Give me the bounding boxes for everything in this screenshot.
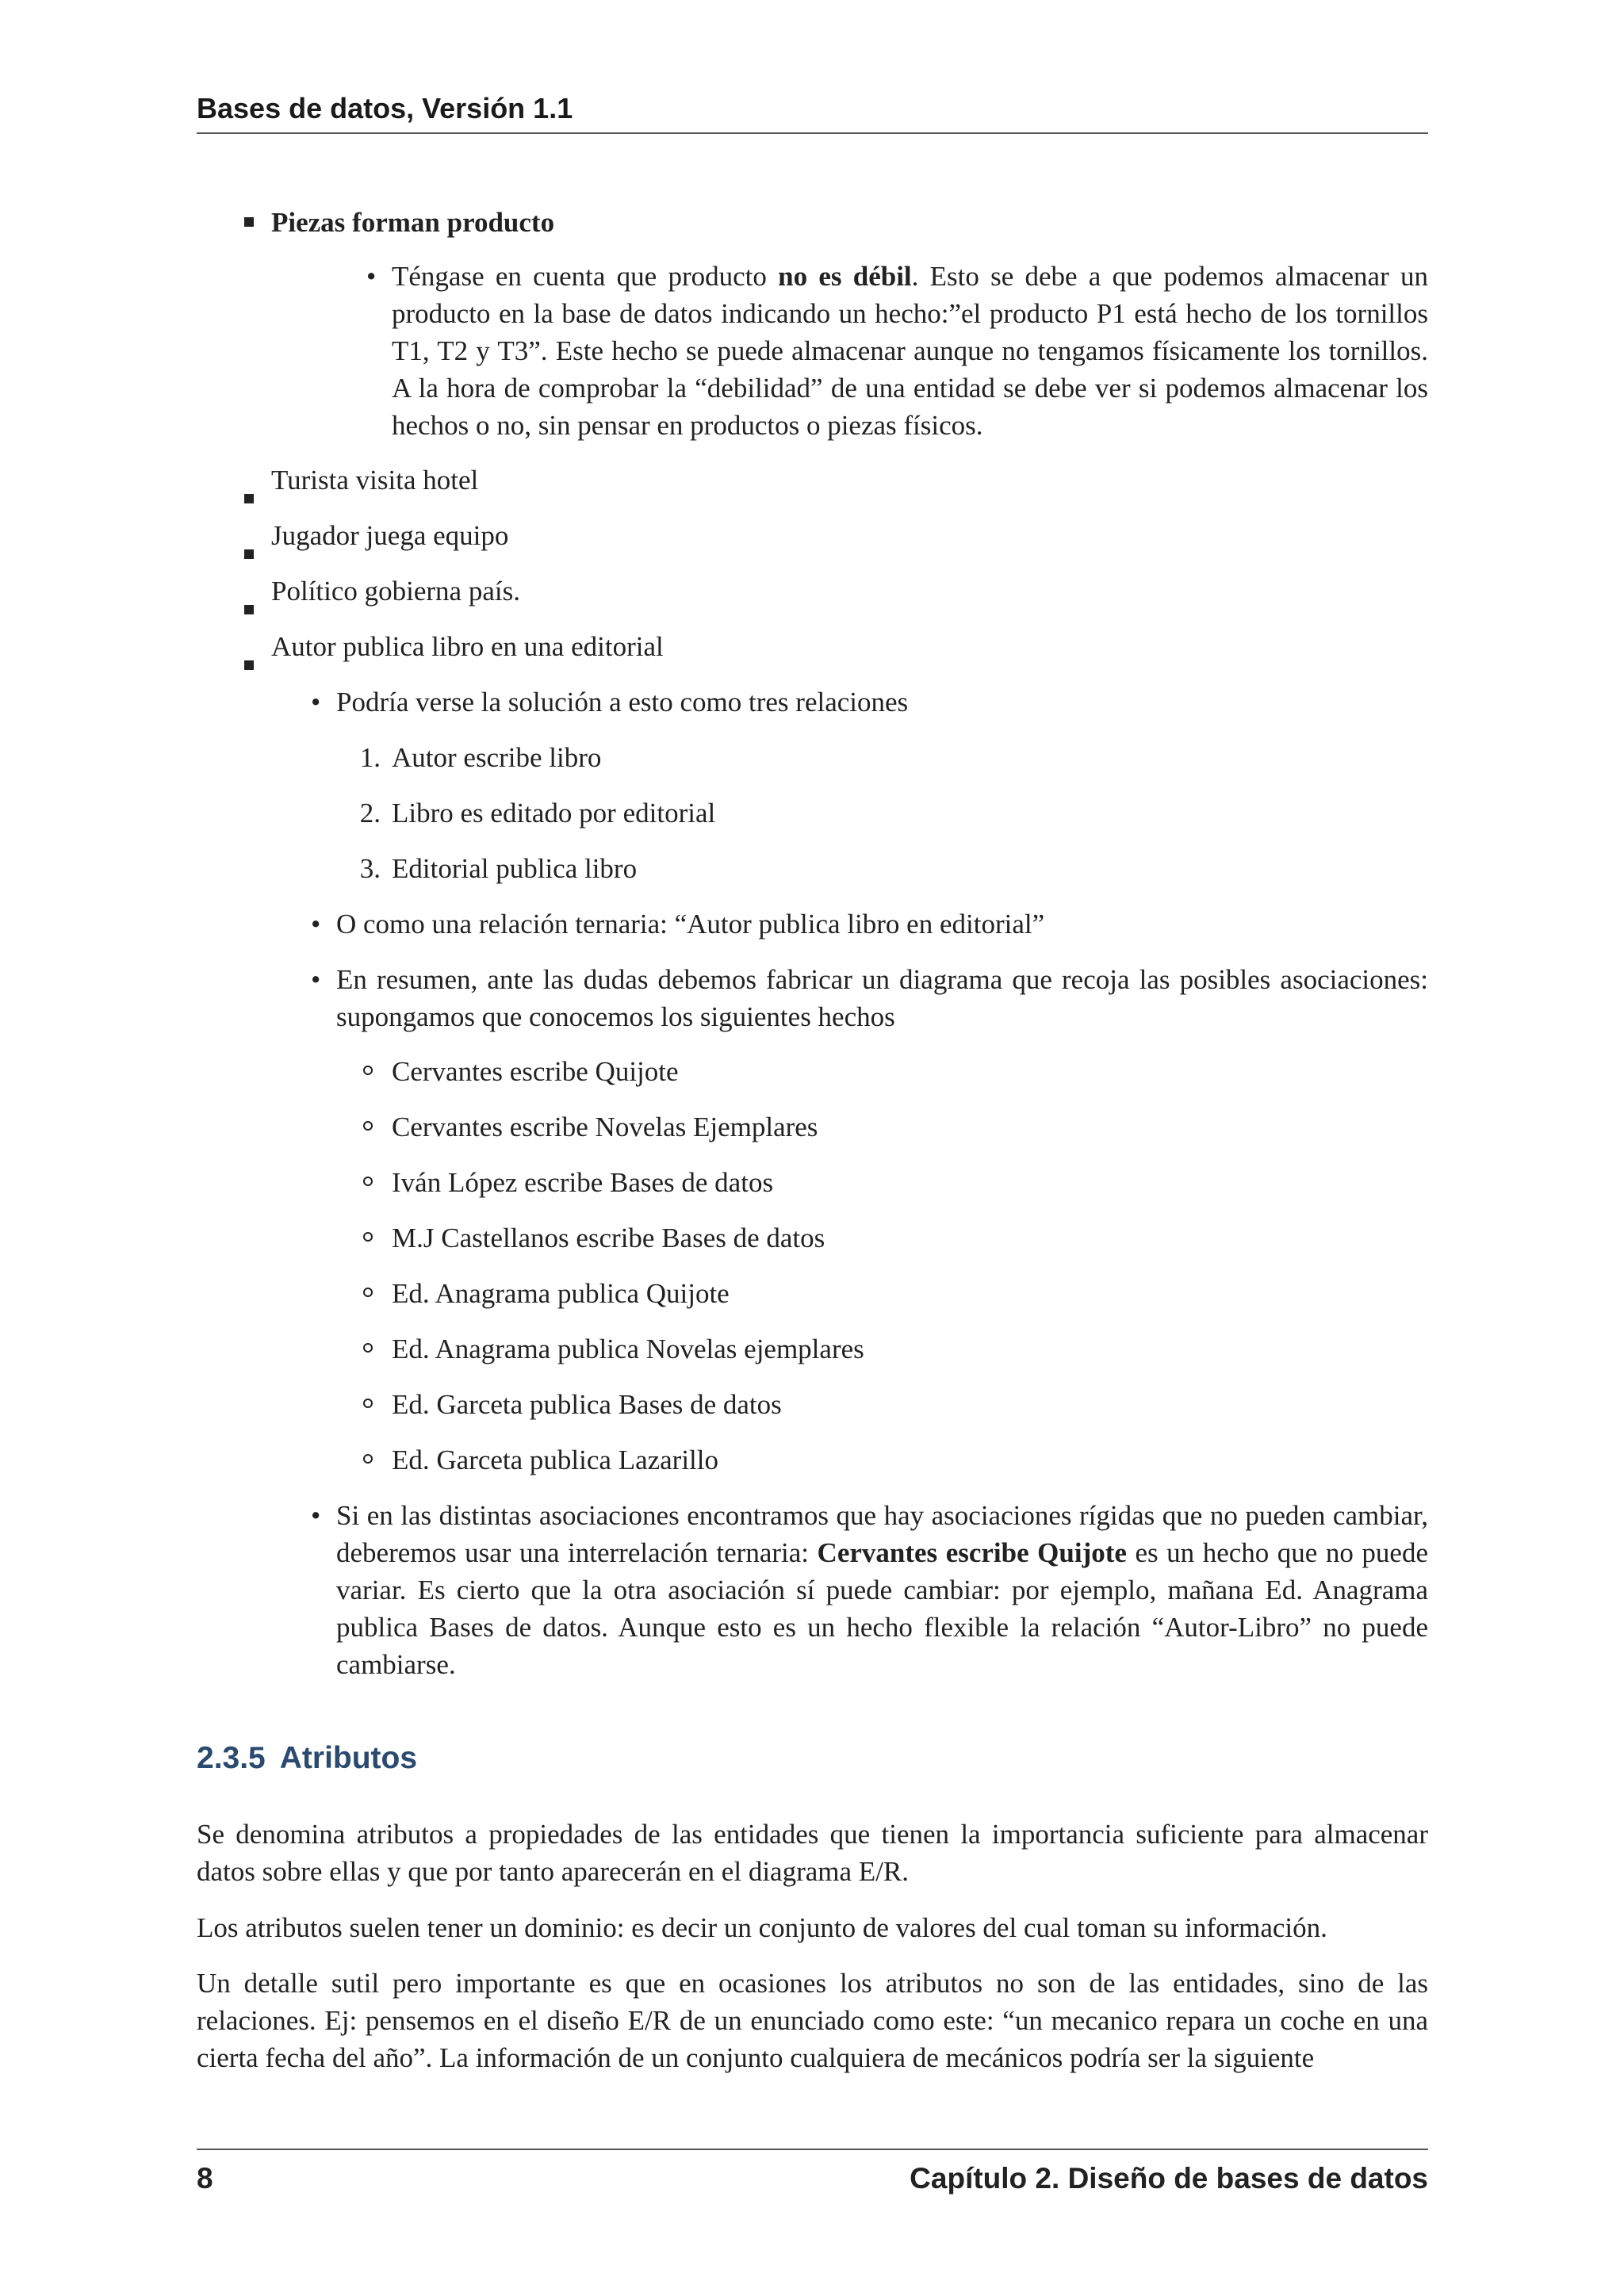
note-text-rest: . Esto se debe a que podemos almacenar un producto en la base de datos indicando un hecho:”el producto P1 está hecho de los tornillos T1, T2 y T3”. Este hecho se puede almacenar aunque no tengamos físicamente los tornillos. A la hora de comprobar la “debilidad” de una entidad se debe ver si podemos almacenar los hechos o no, sin pensar en productos o piezas físicos.: [392, 261, 1428, 441]
sub-item-resumen: En resumen, ante las dudas debemos fabricar un diagrama que recoja las posibles asociaciones: supongamos que conocemos los siguientes hechos: [336, 964, 1428, 1032]
header-rule: [197, 132, 1428, 134]
square-bullet-icon: [244, 660, 254, 670]
circle-bullet-icon: [363, 1066, 373, 1075]
rigidas-text-rest: es un hecho que no puede variar. Es cierto que la otra asociación sí puede cambiar: por ejemplo, mañana Ed. Anagrama publica Bases de datos. Aunque esto es un hecho flexible la relación “Autor-Libro” no puede cambiarse.: [336, 1537, 1428, 1680]
numbered-item: Editorial publica libro: [392, 853, 638, 884]
list-item-autor: Autor publica libro en una editorial: [271, 631, 664, 662]
circle-bullet-icon: [363, 1288, 373, 1297]
sub-item-rigidas: [336, 1497, 1428, 1683]
note-text: Téngase en cuenta que producto: [392, 261, 779, 292]
fact-item: Ed. Anagrama publica Novelas ejemplares: [392, 1334, 864, 1364]
dot-bullet-icon: •: [311, 909, 321, 939]
fact-item: Cervantes escribe Novelas Ejemplares: [392, 1112, 818, 1142]
square-bullet-icon: [244, 494, 254, 503]
sub-item-ternaria: O como una relación ternaria: “Autor publica libro en editorial”: [336, 909, 1045, 939]
circle-bullet-icon: [363, 1232, 373, 1242]
paragraph: Un detalle sutil pero importante es que en ocasiones los atributos no son de las entidades, sino de las relaciones. Ej: pensemos en el diseño E/R de un enunciado como este: “un mecanico repara un coche en una cierta fecha del año”. La información de un conjunto cualquiera de mecánicos podría ser la siguiente: [197, 1968, 1428, 2073]
fact-item: Cervantes escribe Quijote: [392, 1056, 679, 1087]
footer-rule: [197, 2149, 1428, 2150]
chapter-title: Capítulo 2. Diseño de bases de datos: [910, 2162, 1428, 2195]
circle-bullet-icon: [363, 1177, 373, 1186]
running-header: Bases de datos, Versión 1.1: [197, 92, 573, 124]
paragraph: Los atributos suelen tener un dominio: es decir un conjunto de valores del cual toman su información.: [197, 1912, 1327, 1943]
note-bold: no es débil: [778, 261, 912, 292]
square-bullet-icon: [244, 549, 254, 559]
list-item-turista: Turista visita hotel: [271, 465, 479, 496]
page-number: 8: [197, 2162, 213, 2195]
fact-item: Ed. Anagrama publica Quijote: [392, 1278, 730, 1309]
fact-item: Ed. Garceta publica Lazarillo: [392, 1445, 719, 1475]
note-paragraph: [392, 258, 1428, 444]
square-bullet-icon: [244, 217, 254, 227]
circle-bullet-icon: [363, 1399, 373, 1408]
list-item-piezas: Piezas forman producto: [271, 207, 555, 238]
section-number: 2.3.5: [197, 1741, 266, 1775]
fact-item: Ed. Garceta publica Bases de datos: [392, 1389, 782, 1420]
sub-item-tres-relaciones: Podría verse la solución a esto como tres relaciones: [336, 687, 909, 718]
fact-item: M.J Castellanos escribe Bases de datos: [392, 1223, 825, 1253]
rigidas-bold: Cervantes escribe Quijote: [817, 1537, 1127, 1568]
numbered-item: Libro es editado por editorial: [392, 798, 716, 828]
list-number: 2.: [359, 798, 381, 828]
rigidas-text: Si en las distintas asociaciones encontramos que hay asociaciones rígidas que no pueden cambiar, deberemos usar una interrelación ternaria:: [336, 1500, 1428, 1568]
dot-bullet-icon: •: [311, 964, 321, 995]
paragraph: Se denomina atributos a propiedades de las entidades que tienen la importancia suficiente para almacenar datos sobre ellas y que por tanto aparecerán en el diagrama E/R.: [197, 1819, 1428, 1887]
fact-item: Iván López escribe Bases de datos: [392, 1167, 774, 1198]
circle-bullet-icon: [363, 1343, 373, 1353]
list-item-politico: Político gobierna país.: [271, 576, 520, 607]
dot-bullet-icon: •: [311, 1500, 321, 1531]
dot-bullet-icon: •: [311, 687, 321, 718]
circle-bullet-icon: [363, 1454, 373, 1464]
section-title: Atributos: [279, 1741, 418, 1775]
list-item-jugador: Jugador juega equipo: [271, 520, 509, 551]
numbered-item: Autor escribe libro: [392, 742, 602, 773]
square-bullet-icon: [244, 605, 254, 614]
list-number: 1.: [359, 742, 381, 773]
dot-bullet-icon: •: [366, 261, 377, 292]
list-number: 3.: [359, 853, 381, 884]
circle-bullet-icon: [363, 1121, 373, 1131]
section-heading: [197, 1739, 417, 1777]
